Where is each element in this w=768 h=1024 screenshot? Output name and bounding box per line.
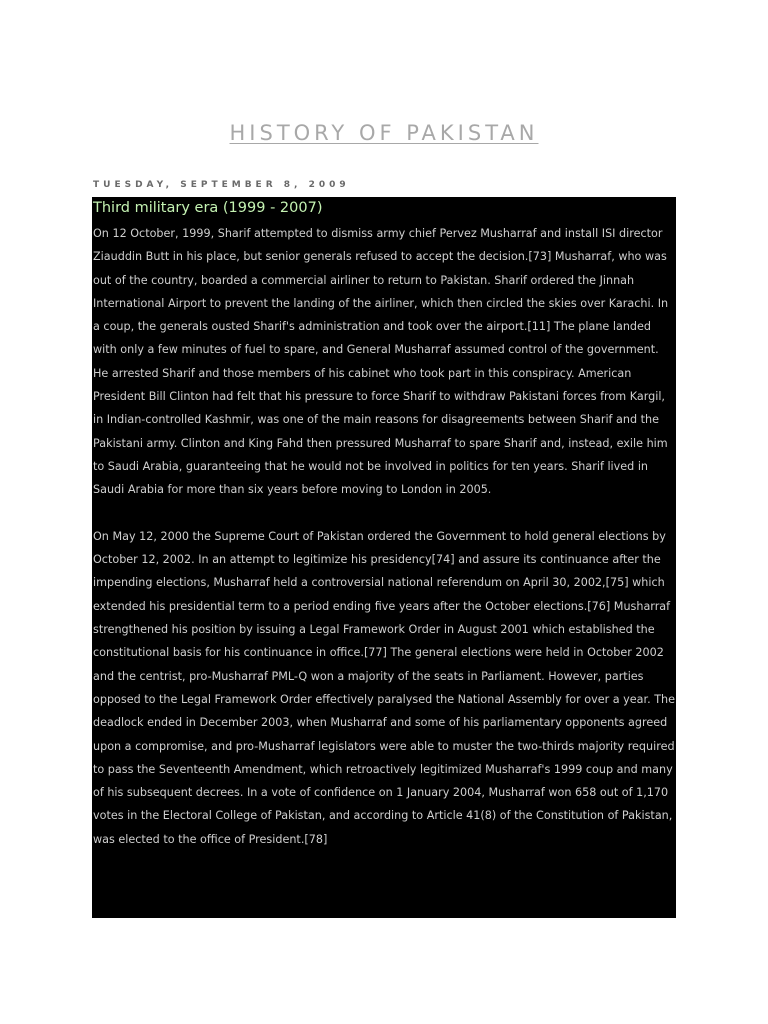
post-paragraph: On May 12, 2000 the Supreme Court of Pakistan ordered the Government to hold general elections by October 12, 2002. In an attempt to legitimize his presidency[74] and assure its continuance after the impending elections, Musharraf held a controversial national referendum on April 30, 2002,[75] which extended his presidential term to a period ending five years after the October elections.[76] Musharraf strengthened his position by issuing a Legal Framework Order in August 2001 which established the constitutional basis for his continuance in office.[77] The general elections were held in October 2002 and the centrist, pro-Musharraf PML-Q won a majority of the seats in Parliament. However, parties opposed to the Legal Framework Order effectively paralysed the National Assembly for over a year. The deadlock ended in December 2003, when Musharraf and some of his parliamentary opponents agreed upon a compromise, and pro-Musharraf legislators were able to muster the two-thirds majority required to pass the Seventeenth Amendment, which retroactively legitimized Musharraf's 1999 coup and many of his subsequent decrees. In a vote of confidence on 1 January 2004, Musharraf won 658 out of 1,170 votes in the Electoral College of Pakistan, and according to Article 41(8) of the Constitution of Pakistan, was elected to the office of President.[78]: [93, 529, 676, 846]
paragraph-break: [93, 502, 676, 525]
post-paragraph: On 12 October, 1999, Sharif attempted to dismiss army chief Pervez Musharraf and install ISI director Ziauddin Butt in his place, but senior generals refused to accept the decision.[73] Musharraf, who was out of the country, boarded a commercial airliner to return to Pakistan. Sharif ordered the Jinnah International Airport to prevent the landing of the airliner, which then circled the skies over Karachi. In a coup, the generals ousted Sharif's administration and took over the airport.[11] The plane landed with only a few minutes of fuel to spare, and General Musharraf assumed control of the government. He arrested Sharif and those members of his cabinet who took part in this conspiracy. American President Bill Clinton had felt that his pressure to force Sharif to withdraw Pakistani forces from Kargil, in Indian-controlled Kashmir, was one of the main reasons for disagreements between Sharif and the Pakistani army. Clinton and King Fahd then pressured Musharraf to spare Sharif and, instead, exile him to Saudi Arabia, guaranteeing that he would not be involved in politics for ten years. Sharif lived in Saudi Arabia for more than six years before moving to London in 2005.: [93, 227, 669, 497]
blog-title-link[interactable]: HISTORY OF PAKISTAN: [229, 121, 539, 145]
blog-post: [92, 197, 676, 918]
post-date-header: TUESDAY, SEPTEMBER 8, 2009: [93, 180, 350, 190]
post-body: [93, 222, 676, 851]
post-title: Third military era (1999 - 2007): [93, 200, 323, 216]
